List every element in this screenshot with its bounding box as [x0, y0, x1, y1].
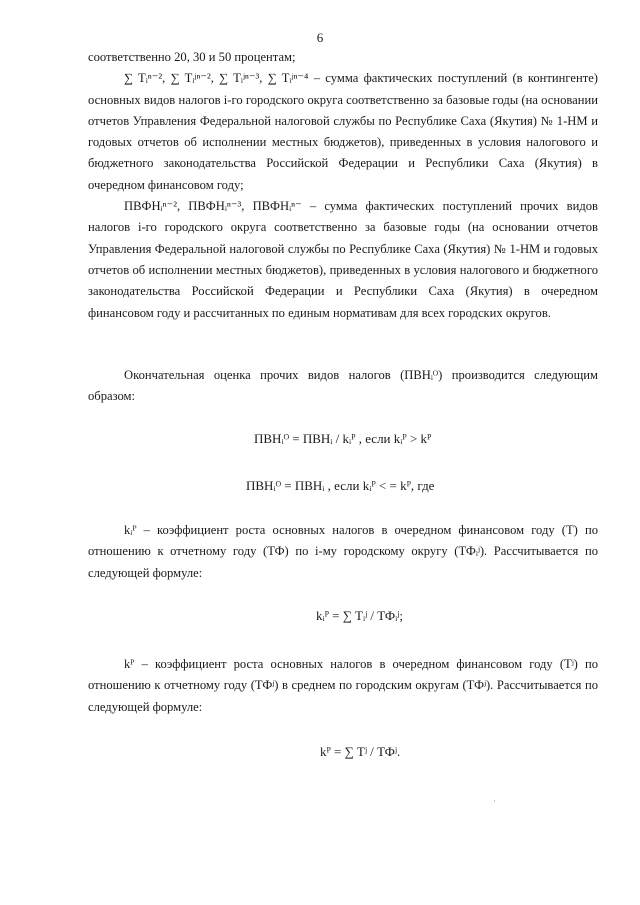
paragraph-continuation: соответственно 20, 30 и 50 процентам; [88, 50, 296, 64]
scan-speck: · [493, 796, 496, 806]
text-block-1 [88, 47, 598, 324]
formula-ki: kᵢᴾ = ∑ Tᵢʲ / ТФᵢʲ; [316, 608, 403, 623]
formula-pvn-greater: ПВНᵢᴼ = ПВНᵢ / kᵢᴾ , если kᵢᴾ > kᴾ [254, 431, 432, 446]
formula-k: kᴾ = ∑ Tʲ / ТФʲ. [320, 744, 401, 759]
formula-pvn-less-equal: ПВНᵢᴼ = ПВНᵢ , если kᵢᴾ < = kᴾ, где [246, 478, 435, 493]
text-block-3 [88, 520, 598, 584]
paragraph-sum-definition: ∑ Tᵢⁿ⁻², ∑ Tᵢʲⁿ⁻², ∑ Tᵢʲⁿ⁻³, ∑ Tᵢʲⁿ⁻⁴ – сумма фактических поступлений (в контингенте) основных видов налогов i-го городского округа соответственно за базовые годы (на основании отчетов Управления Федеральной налоговой службы по Республике Саха (Якутия) № 1-НМ и годовых отчетов об исполнении местных бюджетов), приведенных в условия налогового и бюджетного законодательства Российской Федерации и Республики Саха (Якутия) в очередном финансовом году; [88, 71, 598, 192]
paragraph-pvfn-definition: ПВФНᵢⁿ⁻², ПВФНᵢⁿ⁻³, ПВФНᵢⁿ⁻ – сумма фактических поступлений прочих видов налогов i-го городского округа соответственно за базовые годы (на основании отчетов Управления Федеральной налоговой службы по Республике Саха (Якутия) № 1-НМ и годовых отчетов об исполнении местных бюджетов), приведенных в условия налогового и бюджетного законодательства Российской Федерации и Республики Саха (Якутия) в очередном финансовом году и рассчитанных по единым нормативам для всех городских округов. [88, 199, 598, 320]
paragraph-final-estimate: Окончательная оценка прочих видов налогов (ПВНᵢᴼ) производится следующим образом: [88, 368, 598, 404]
page-number: 6 [316, 30, 324, 45]
text-block-4 [88, 654, 598, 718]
paragraph-ki-definition: kᵢᴾ – коэффициент роста основных налогов в очередном финансовом году (Т) по отношению к отчетному году (ТФ) по i-му городскому округу (ТФᵢʲ). Рассчитывается по следующей формуле: [88, 523, 598, 580]
text-block-2 [88, 365, 598, 408]
paragraph-k-definition: kᴾ – коэффициент роста основных налогов в очередном финансовом году (Тʲ) по отношению к отчетному году (ТФʲ) в среднем по городским округам (ТФʲ). Рассчитывается по следующей формуле: [88, 657, 598, 714]
